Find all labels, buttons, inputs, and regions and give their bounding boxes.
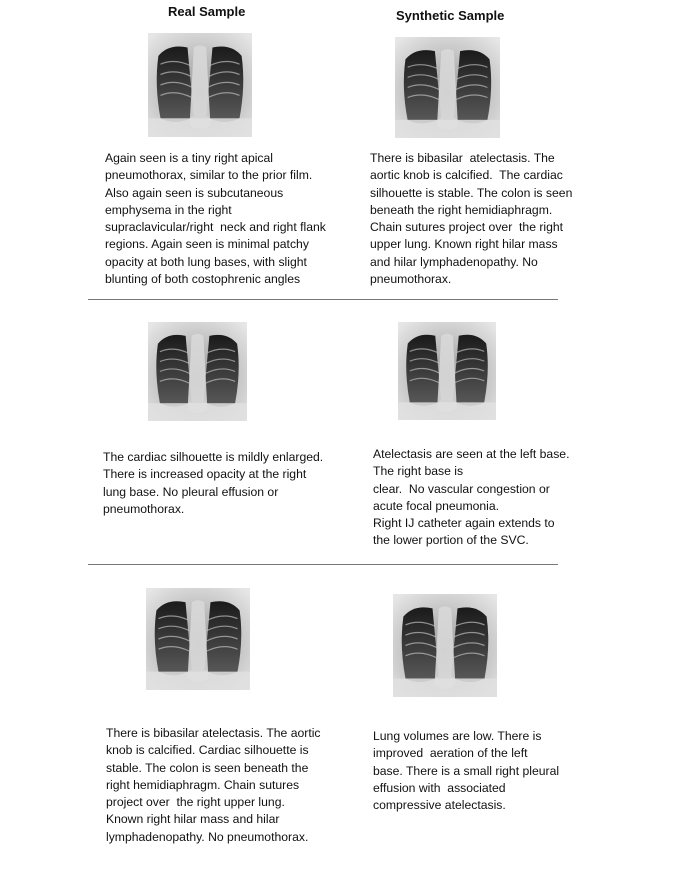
report-text-real-2: The cardiac silhouette is mildly enlarged. There is increased opacity at the right lung base. No pleural effusion or pneumothorax. bbox=[103, 450, 324, 516]
xray-synthetic-1 bbox=[395, 37, 500, 138]
header-real-sample: Real Sample bbox=[168, 4, 246, 19]
report-text-synthetic-1: There is bibasilar atelectasis. The aortic knob is calcified. The cardiac silhouette is stable. The colon is seen beneath the right hemidiaphragm. Chain sutures project over the right upper lung. Known right hilar mass and hilar lymphadenopathy. No pneumothorax. bbox=[370, 151, 573, 287]
report-text-real-3: There is bibasilar atelectasis. The aortic knob is calcified. Cardiac silhouette is stable. The colon is seen beneath the right hemidiaphragm. Chain sutures project over the right upper lung. Known right hilar mass and hilar lymphadenopathy. No pneumothorax. bbox=[106, 726, 321, 844]
xray-real-2 bbox=[148, 322, 247, 421]
header-synthetic-sample: Synthetic Sample bbox=[396, 8, 505, 23]
xray-synthetic-3 bbox=[393, 594, 497, 697]
report-text-synthetic-3: Lung volumes are low. There is improved aeration of the left base. There is a small right pleural effusion with associated compressive atelectasis. bbox=[373, 729, 560, 813]
xray-real-3 bbox=[146, 588, 250, 690]
xray-real-1 bbox=[148, 33, 252, 137]
divider-1 bbox=[88, 299, 558, 300]
report-text-synthetic-2: Atelectasis are seen at the left base. The right base is clear. No vascular congestion or acute focal pneumonia. Right IJ catheter again extends to the lower portion of the SVC. bbox=[373, 447, 570, 548]
report-text-real-1: Again seen is a tiny right apical pneumothorax, similar to the prior film. Also again seen is subcutaneous emphysema in the right supraclavicular/right neck and right flank regions. Again seen is minimal patchy opacity at both lung bases, with slight blunting of both costophrenic angles bbox=[105, 151, 326, 287]
divider-2 bbox=[88, 564, 558, 565]
xray-synthetic-2 bbox=[398, 322, 496, 420]
